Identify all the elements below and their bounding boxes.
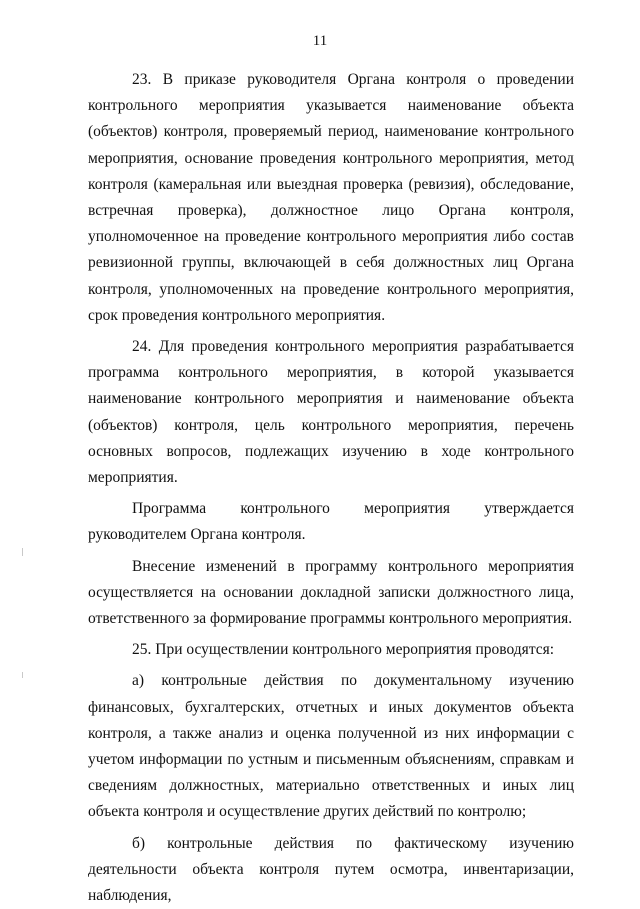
- scan-edge-mark: [22, 672, 23, 678]
- page-number: 11: [312, 33, 328, 49]
- paragraph-25: 25. При осуществлении контрольного мероприятия проводятся:: [132, 641, 555, 659]
- scan-edge-mark: [22, 548, 23, 556]
- paragraph-23: 23. В приказе руководителя Органа контроля о проведении контрольного мероприятия указывается наименование объекта (объектов) контроля, проверяемый период, наименование контрольного мероприятия, основание проведения контрольного мероприятия, метод контроля (камеральная или выездная проверка (ревизия), обследование, встречная проверка), должностное лицо Органа контроля, уполномоченное на проведение контрольного мероприятия либо состав ревизионной группы, включающей в себя должностных лиц Органа контроля, уполномоченных на проведение контрольного мероприятия, срок проведения контрольного мероприятия.: [88, 71, 574, 324]
- paragraph-25-item-b: б) контрольные действия по фактическому изучению деятельности объекта контроля путем осмотра, инвентаризации, наблюдения,: [88, 834, 574, 905]
- paragraph-24: 24. Для проведения контрольного мероприятия разрабатывается программа контрольного мероприятия, в которой указывается наименование контрольного мероприятия и наименование объекта (объектов) контроля, цель контрольного мероприятия, перечень основных вопросов, подлежащих изучению в ходе контрольного мероприятия.: [88, 338, 574, 487]
- paragraph-25-item-a: а) контрольные действия по документальному изучению финансовых, бухгалтерских, отчетных и иных документов объекта контроля, а также анализ и оценка полученной из них информации с учетом информации по устным и письменным объяснениям, справкам и сведениям должностных, материально ответственных и иных лиц объекта контроля и осуществление других действий по контролю;: [88, 672, 574, 821]
- paragraph-program-changes: Внесение изменений в программу контрольного мероприятия осуществляется на основании докладной записки должностного лица, ответственного за формирование программы контрольного мероприятия.: [88, 557, 574, 628]
- paragraph-program-approval: Программа контрольного мероприятия утверждается руководителем Органа контроля.: [88, 500, 574, 544]
- body-text: [88, 67, 574, 909]
